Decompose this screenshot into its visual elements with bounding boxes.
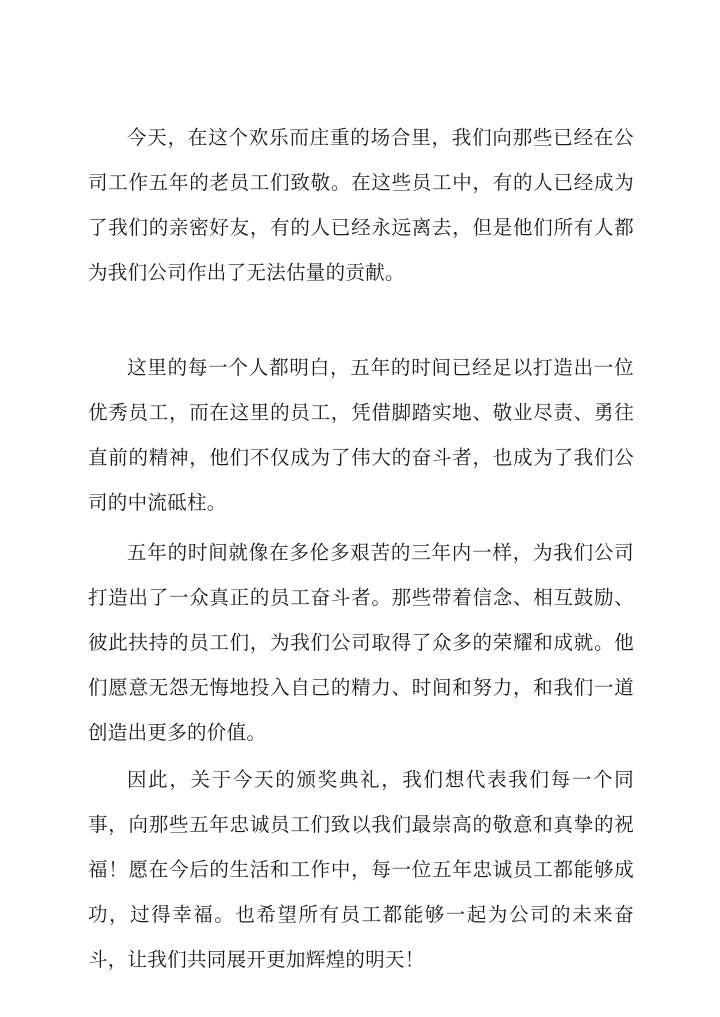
paragraph-1: 今天，在这个欢乐而庄重的场合里，我们向那些已经在公司工作五年的老员工们致敬。在这些员工中，有的人已经成为了我们的亲密好友，有的人已经永远离去，但是他们所有人都为我们公司作出了无法估量的贡献。	[88, 126, 634, 284]
paragraph-2: 这里的每一个人都明白，五年的时间已经足以打造出一位优秀员工，而在这里的员工，凭借脚踏实地、敬业尽责、勇往直前的精神，他们不仅成为了伟大的奋斗者，也成为了我们公司的中流砥柱。	[88, 356, 634, 514]
paragraph-4: 因此，关于今天的颁奖典礼，我们想代表我们每一个同事，向那些五年忠诚员工们致以我们最崇高的敬意和真挚的祝福！愿在今后的生活和工作中，每一位五年忠诚员工都能够成功，过得幸福。也希望所有员工都能够一起为公司的未来奋斗，让我们共同展开更加辉煌的明天！	[88, 768, 634, 971]
paragraph-3: 五年的时间就像在多伦多艰苦的三年内一样，为我们公司打造出了一众真正的员工奋斗者。那些带着信念、相互鼓励、彼此扶持的员工们，为我们公司取得了众多的荣耀和成就。他们愿意无怨无悔地投入自己的精力、时间和努力，和我们一道创造出更多的价值。	[88, 541, 634, 744]
